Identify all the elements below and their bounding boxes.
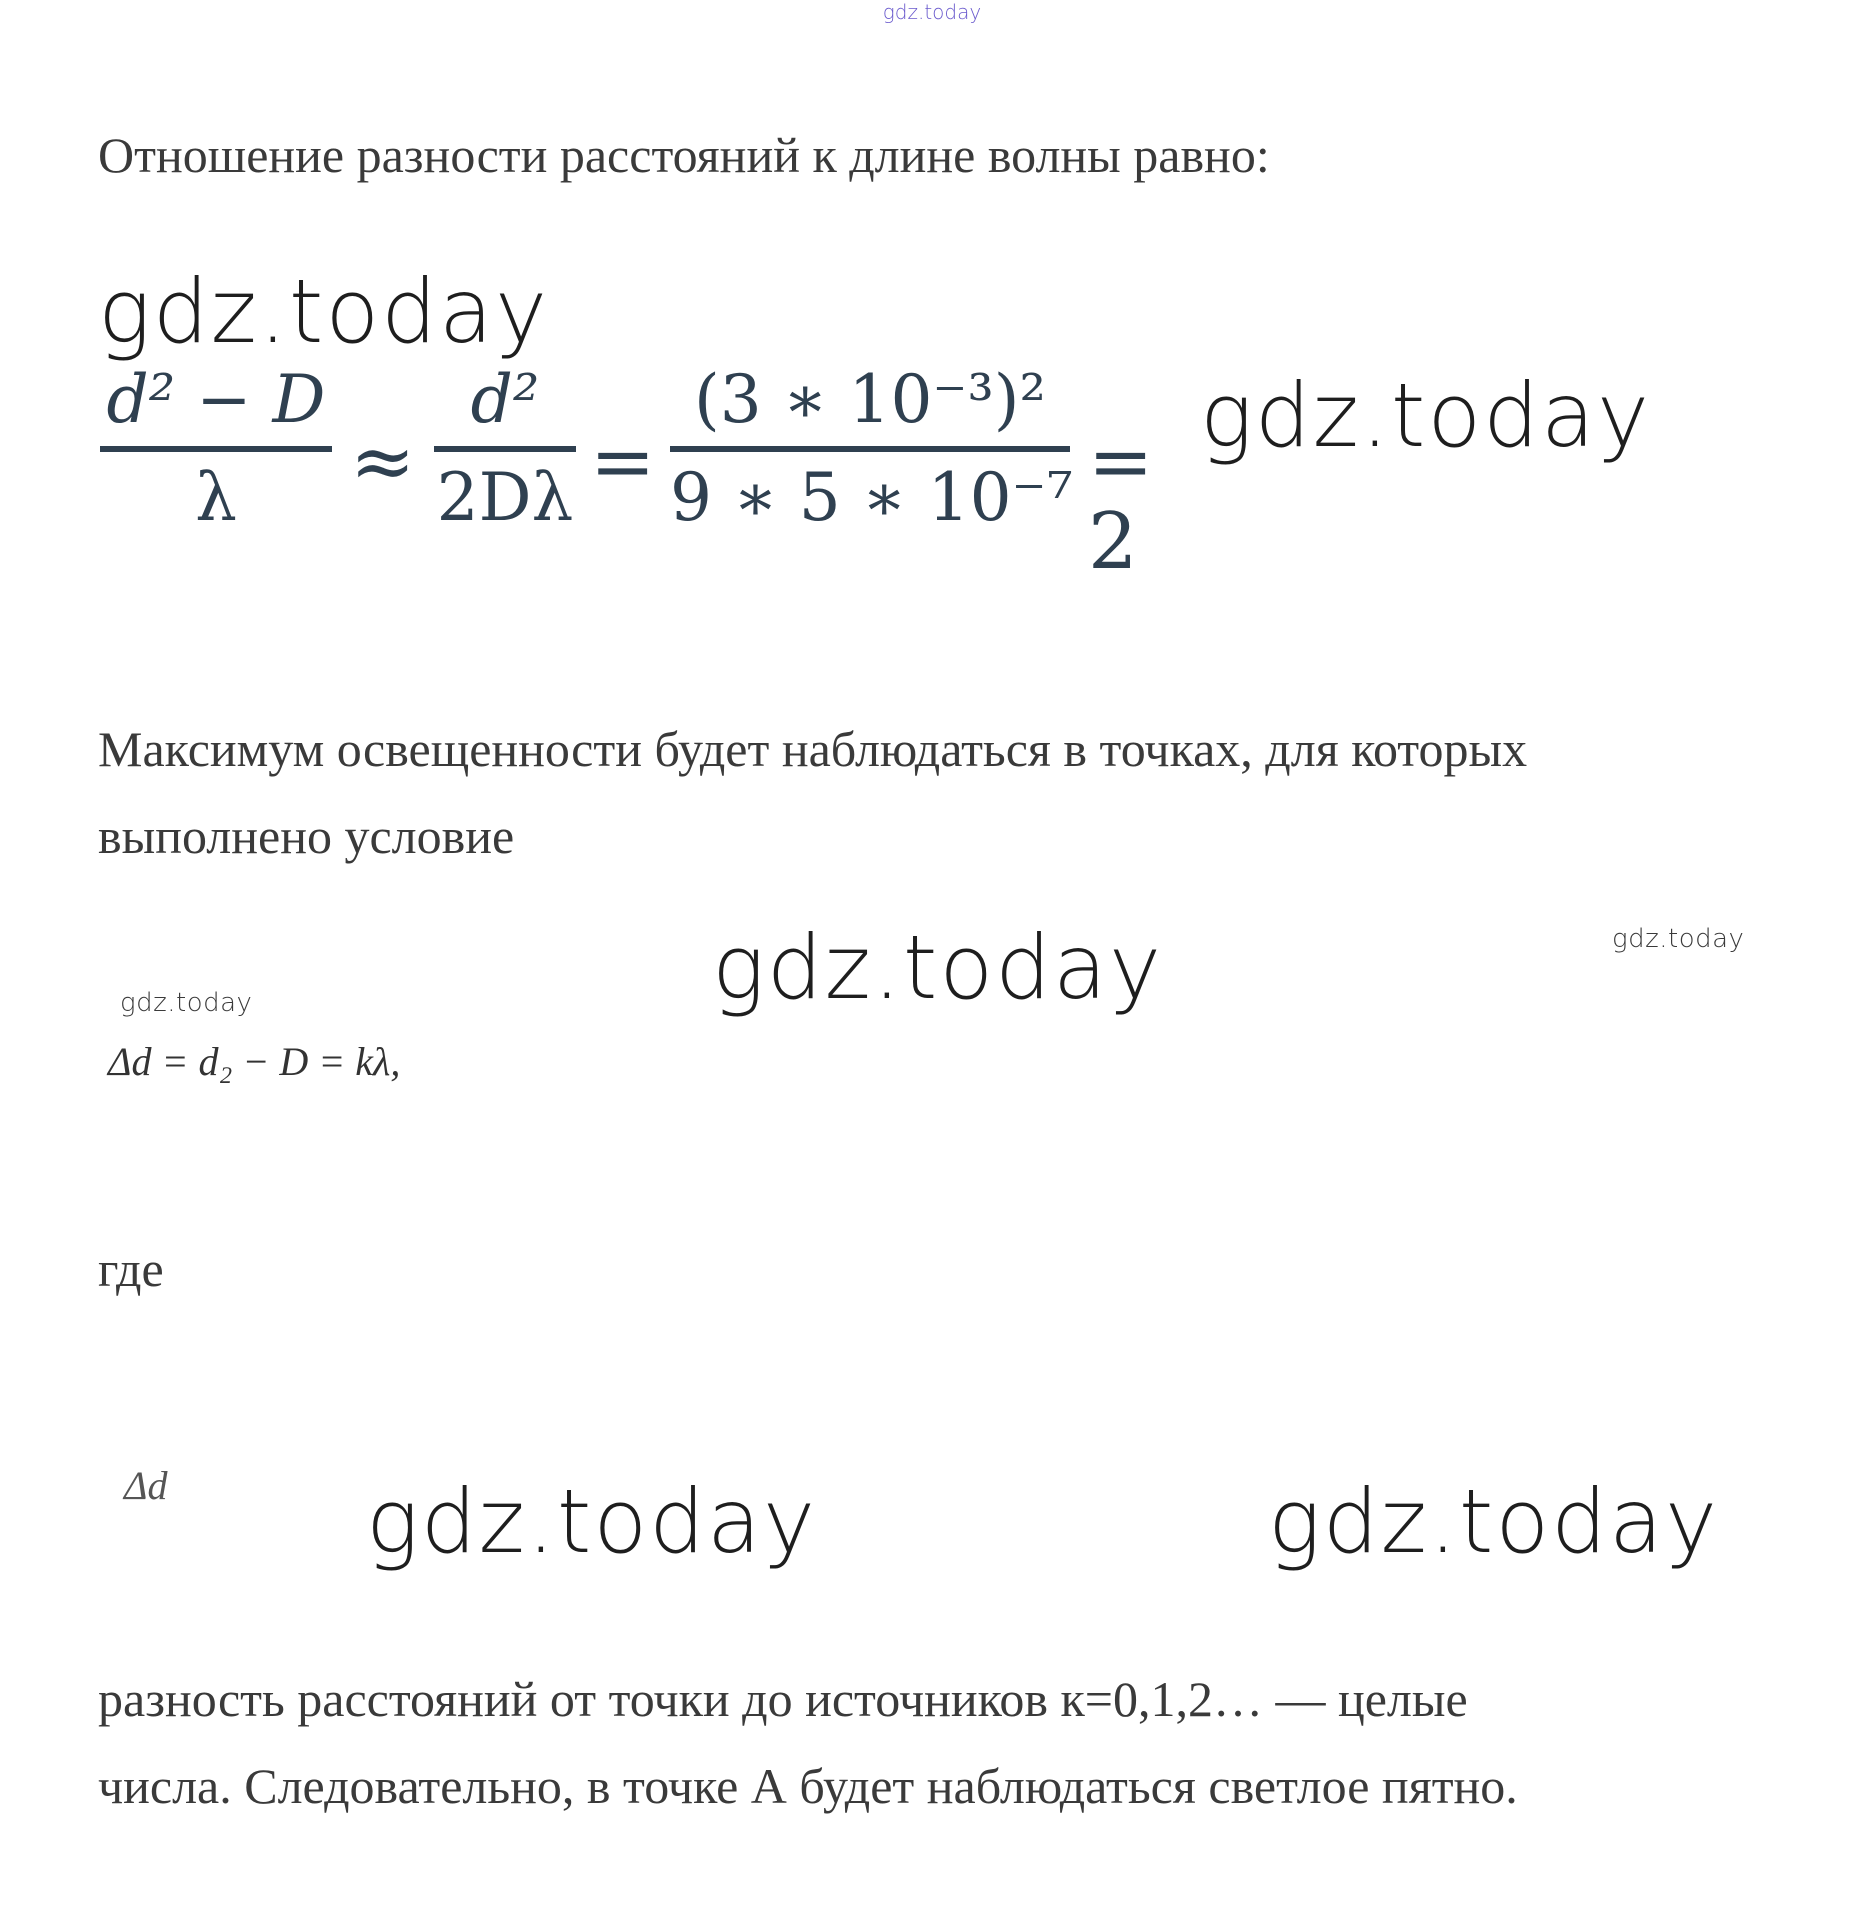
fraction-2-bar <box>434 446 576 452</box>
paragraph-conclusion-line2: числа. Следовательно, в точке А будет наблюдаться светлое пятно. <box>98 1758 1518 1814</box>
approx-sign: ≈ <box>350 417 416 507</box>
watermark-7: gdz.today <box>1268 1470 1720 1573</box>
fraction-3-denominator: 9 ∗ 5 ∗ 10⁻⁷ <box>670 459 1073 536</box>
paragraph-where: где <box>98 1241 164 1297</box>
formula-condition: Δd = d₂ − D = kλ, <box>108 1039 401 1084</box>
fraction-1-denominator: λ <box>195 459 237 536</box>
fraction-3-numerator: (3 ∗ 10⁻³)² <box>693 361 1047 438</box>
fraction-2 <box>434 360 576 538</box>
watermark-6: gdz.today <box>366 1470 818 1573</box>
watermark-2: gdz.today <box>1200 364 1652 467</box>
fraction-2-denominator: 2Dλ <box>436 459 574 536</box>
fraction-2-numerator: d² <box>470 361 540 438</box>
fraction-3 <box>670 360 1073 538</box>
equals-sign-1: = <box>590 417 656 507</box>
fraction-1-bar <box>100 446 332 452</box>
watermark-3: gdz.today <box>1612 924 1745 954</box>
formula-delta-d: Δd <box>124 1463 168 1508</box>
watermark-1: gdz.today <box>98 260 550 363</box>
watermark-5: gdz.today <box>120 988 253 1018</box>
paragraph-max-line2: выполнено условие <box>98 808 515 864</box>
equals-result: = 2 <box>1088 417 1154 587</box>
watermark-top: gdz.today <box>882 0 982 24</box>
paragraph-conclusion-line1: разность расстояний от точки до источников к=0,1,2… — целые <box>98 1671 1468 1727</box>
paragraph-ratio-intro: Отношение разности расстояний к длине волны равно: <box>98 127 1270 183</box>
watermark-4: gdz.today <box>712 916 1164 1019</box>
fraction-1-numerator: d² − D <box>106 361 326 438</box>
paragraph-max-line1: Максимум освещенности будет наблюдаться в точках, для которых <box>98 721 1528 777</box>
fraction-1 <box>100 360 332 538</box>
fraction-3-bar <box>670 446 1070 452</box>
